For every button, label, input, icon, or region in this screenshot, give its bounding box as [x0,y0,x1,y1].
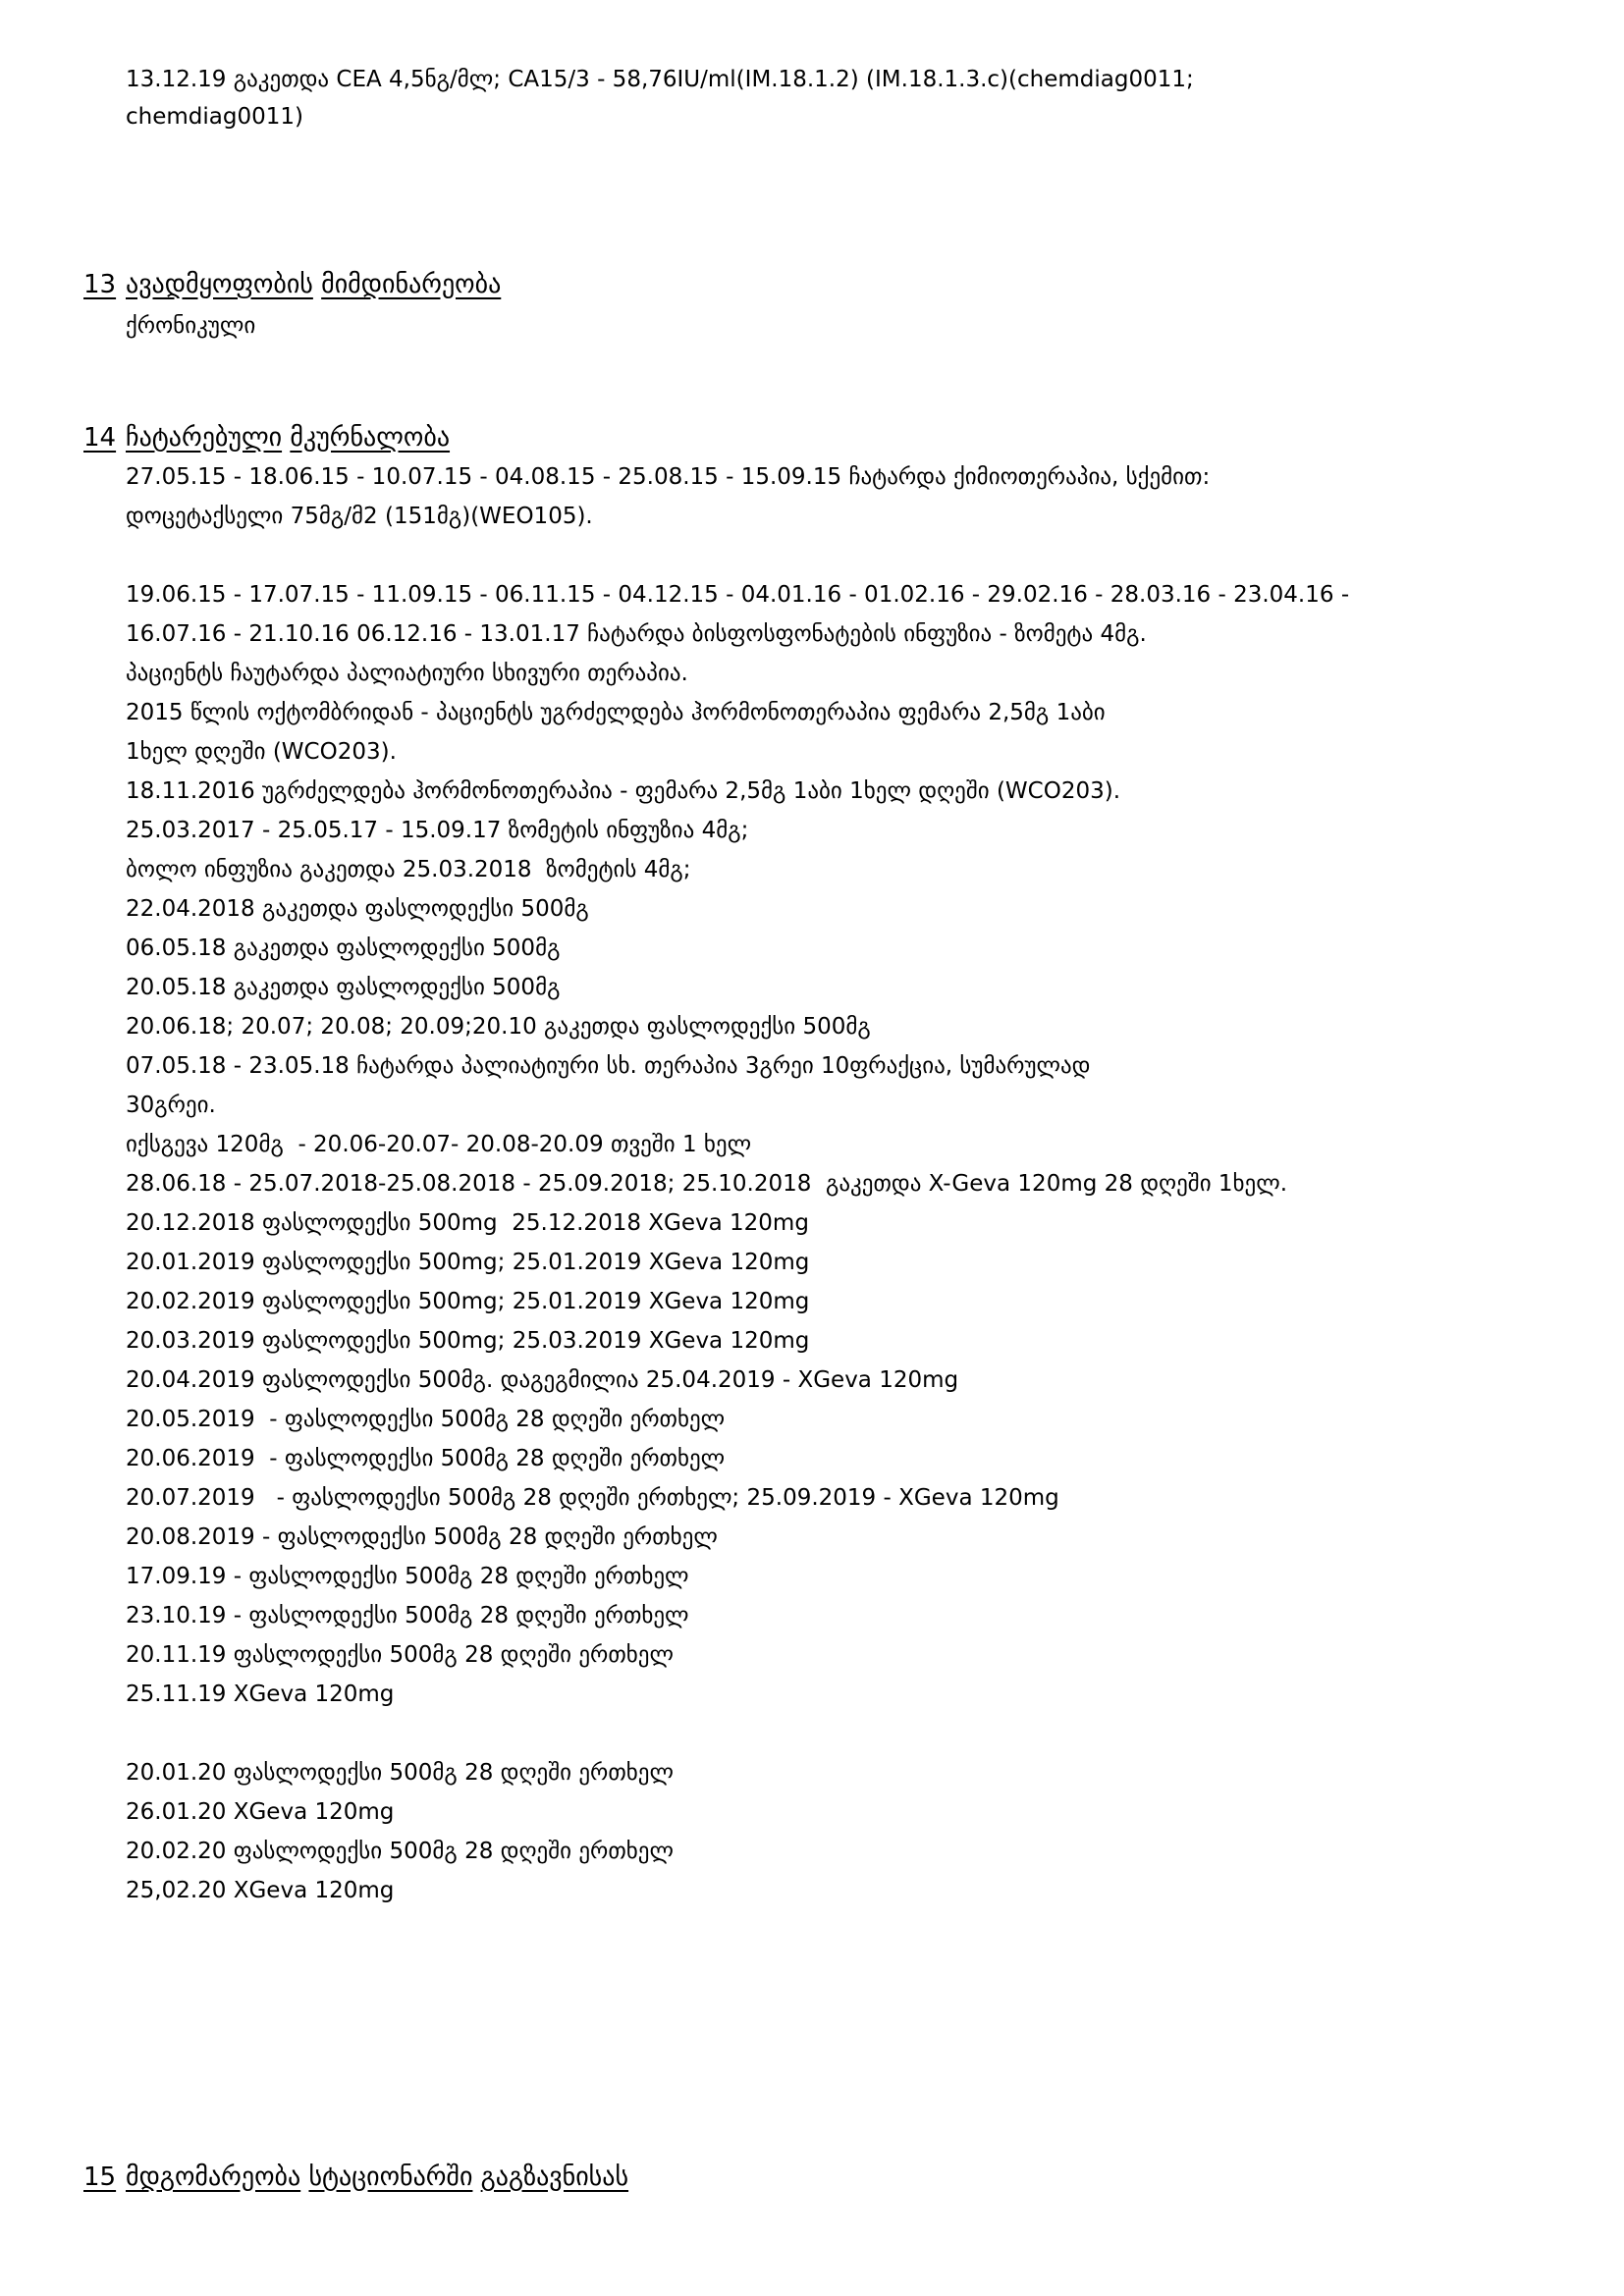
treatment-line: 28.06.18 - 25.07.2018-25.08.2018 - 25.09.2018; 25.10.2018 გაკეთდა X-Geva 120mg 28 დღეში 1ხელ. [126,1171,1288,1197]
treatment-line: 20.02.2019 ფასლოდექსი 500mg; 25.01.2019 XGeva 120mg [126,1289,810,1314]
treatment-line: 25,02.20 XGeva 120mg [126,1878,395,1903]
treatment-line: 07.05.18 - 23.05.18 ჩატარდა პალიატიური სხ. თერაპია 3გრეი 10ფრაქცია, სუმარულად [126,1053,1091,1079]
section-title [126,265,501,304]
heading-word: სტაციონარში [308,2163,473,2192]
treatment-line: ბოლო ინფუზია გაკეთდა 25.03.2018 ზომეტის 4მგ; [126,857,691,882]
treatment-line: 20.01.2019 ფასლოდექსი 500mg; 25.01.2019 XGeva 120mg [126,1250,810,1275]
treatment-line: 20.05.2019 - ფასლოდექსი 500მგ 28 დღეში ერთხელ [126,1407,726,1432]
treatment-line: 17.09.19 - ფასლოდექსი 500მგ 28 დღეში ერთხელ [126,1564,689,1589]
section-condition-on-referral [83,2158,1585,2197]
treatment-line: 20.01.20 ფასლოდექსი 500მგ 28 დღეში ერთხელ [126,1760,674,1786]
treatment-line [126,536,1585,575]
treatment-line: 20.11.19 ფასლოდექსი 500მგ 28 დღეში ერთხელ [126,1642,674,1668]
treatment-line: 20.06.18; 20.07; 20.08; 20.09;20.10 გაკეთდა ფასლოდექსი 500მგ [126,1014,871,1040]
treatment-line: 20.06.2019 - ფასლოდექსი 500მგ 28 დღეში ერთხელ [126,1446,726,1471]
lab-results-line: 13.12.19 გაკეთდა CEA 4,5ნგ/მლ; CA15/3 - 58,76IU/ml(IM.18.1.2) (IM.18.1.3.c)(chemdiag0011; [126,67,1194,92]
section-number: 13 [83,270,117,299]
section-heading [83,2158,1585,2197]
treatment-line: იქსგევა 120მგ - 20.06-20.07- 20.08-20.09 თვეში 1 ხელ [126,1132,752,1157]
treatment-line: 20.04.2019 ფასლოდექსი 500მგ. დაგეგმილია 25.04.2019 - XGeva 120mg [126,1367,959,1393]
treatment-line [126,1714,1585,1753]
heading-word: გაგზავნისას [480,2163,629,2192]
treatment-line: 1ხელ დღეში (WCO203). [126,739,397,765]
treatment-line: 20.12.2018 ფასლოდექსი 500mg 25.12.2018 XGeva 120mg [126,1210,809,1236]
treatment-line: 30გრეი. [126,1093,216,1118]
treatment-history-list [126,457,1585,1910]
section-number: 14 [83,423,117,453]
treatment-line: 25.03.2017 - 25.05.17 - 15.09.17 ზომეტის ინფუზია 4მგ; [126,818,749,843]
treatment-line: 20.05.18 გაკეთდა ფასლოდექსი 500მგ [126,975,561,1000]
section-heading [83,418,1585,457]
treatment-line: 06.05.18 გაკეთდა ფასლოდექსი 500მგ [126,935,561,961]
section-number: 15 [83,2163,117,2192]
treatment-line: 20.07.2019 - ფასლოდექსი 500მგ 28 დღეში ერთხელ; 25.09.2019 - XGeva 120mg [126,1485,1059,1511]
treatment-line: 27.05.15 - 18.06.15 - 10.07.15 - 04.08.15 - 25.08.15 - 15.09.15 ჩატარდა ქიმიოთერაპია, სქემით: [126,464,1211,490]
treatment-line: 22.04.2018 გაკეთდა ფასლოდექსი 500მგ [126,896,589,922]
section-title [126,418,450,457]
treatment-line: დოცეტაქსელი 75მგ/მ2 (151მგ)(WEO105). [126,504,593,529]
heading-word: ავადმყოფობის [126,270,313,299]
section-disease-course [83,265,1585,346]
section-treatment-performed [83,418,1585,1910]
lab-results-note [126,61,1585,135]
heading-word: მიმდინარეობა [321,270,502,299]
heading-word: მკურნალობა [290,423,451,453]
treatment-line: 18.11.2016 უგრძელდება ჰორმონოთერაპია - ფემარა 2,5მგ 1აბი 1ხელ დღეში (WCO203). [126,778,1121,804]
treatment-line: 23.10.19 - ფასლოდექსი 500მგ 28 დღეში ერთხელ [126,1603,689,1629]
treatment-line: 20.03.2019 ფასლოდექსი 500mg; 25.03.2019 XGeva 120mg [126,1328,810,1354]
treatment-line: 26.01.20 XGeva 120mg [126,1799,395,1825]
section-heading [83,265,1585,304]
treatment-line: 16.07.16 - 21.10.16 06.12.16 - 13.01.17 ჩატარდა ბისფოსფონატების ინფუზია - ზომეტა 4მგ. [126,621,1147,647]
treatment-line: 2015 წლის ოქტომბრიდან - პაციენტს უგრძელდება ჰორმონოთერაპია ფემარა 2,5მგ 1აბი [126,700,1106,725]
treatment-line: 20.02.20 ფასლოდექსი 500მგ 28 დღეში ერთხელ [126,1839,674,1864]
heading-word: მდგომარეობა [126,2163,301,2192]
treatment-line: 19.06.15 - 17.07.15 - 11.09.15 - 06.11.15 - 04.12.15 - 04.01.16 - 01.02.16 - 29.02.16 - 28.03.16 - 23.04.16 - [126,582,1350,608]
heading-word: ჩატარებული [126,423,283,453]
treatment-line: 25.11.19 XGeva 120mg [126,1682,395,1707]
treatment-line: პაციენტს ჩაუტარდა პალიატიური სხივური თერაპია. [126,661,688,686]
section-title [126,2158,628,2197]
disease-course-value: ქრონიკული [126,313,256,339]
treatment-line: 20.08.2019 - ფასლოდექსი 500მგ 28 დღეში ერთხელ [126,1524,718,1550]
lab-results-line: chemdiag0011) [126,104,303,130]
